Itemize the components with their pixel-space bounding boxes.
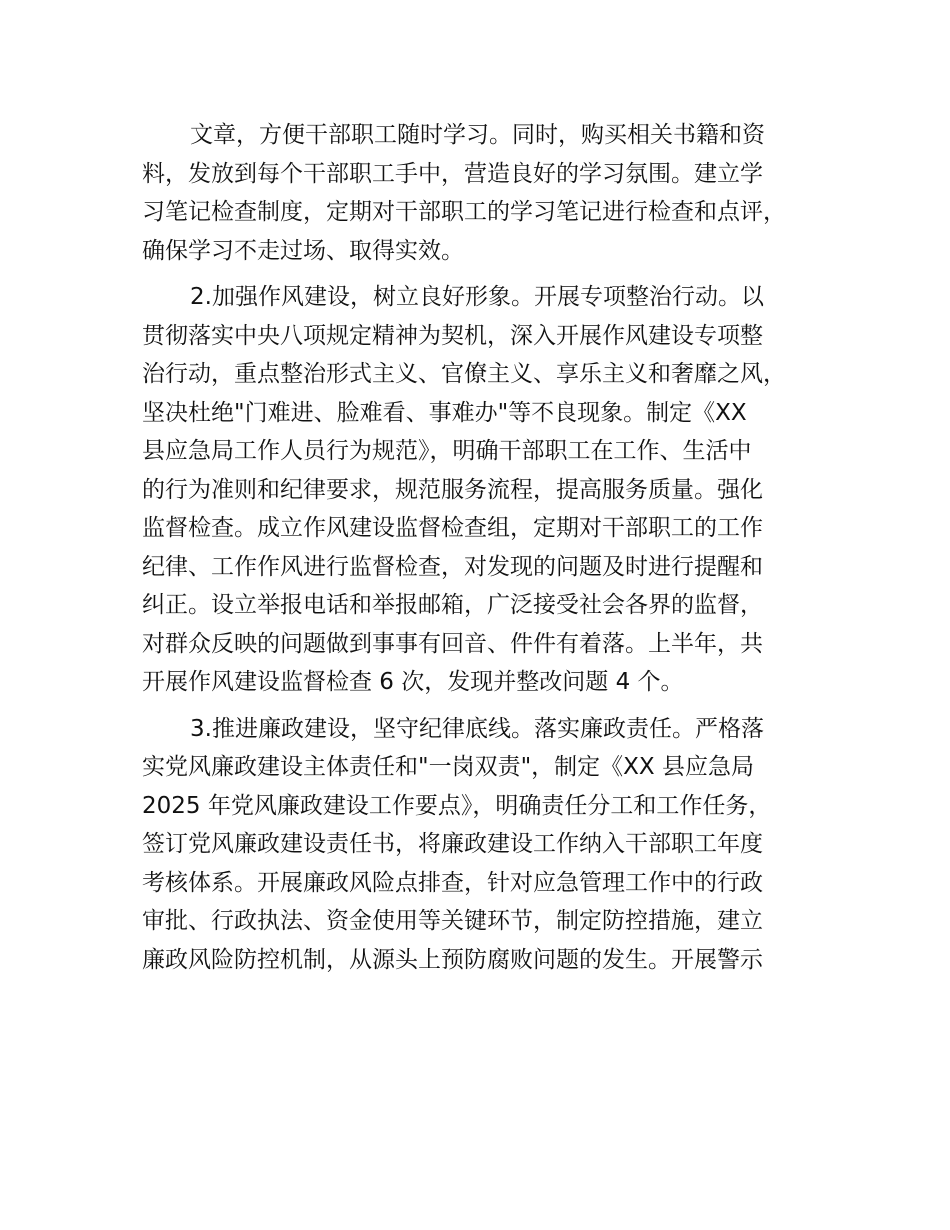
text-line: 的行为准则和纪律要求，规范服务流程，提高服务质量。强化 <box>142 476 763 503</box>
text-line: 确保学习不走过场、取得实效。 <box>142 237 464 264</box>
text-line: 2025 年党风廉政建设工作要点》，明确责任分工和工作任务， <box>142 792 772 819</box>
text-line: 贯彻落实中央八项规定精神为契机，深入开展作风建设专项整 <box>142 322 763 349</box>
text-line: 坚决杜绝"门难进、脸难看、事难办"等不良现象。制定《XX <box>142 399 747 426</box>
text-line: 考核体系。开展廉政风险点排查，针对应急管理工作中的行政 <box>142 869 763 896</box>
text-line: 习笔记检查制度，定期对干部职工的学习笔记进行检查和点评， <box>142 199 786 225</box>
document-body <box>142 116 832 979</box>
text-line: 廉政风险防控机制，从源头上预防腐败问题的发生。开展警示 <box>142 946 763 973</box>
text-line: 监督检查。成立作风建设监督检查组，定期对干部职工的工作 <box>142 515 763 541</box>
text-line: 签订党风廉政建设责任书，将廉政建设工作纳入干部职工年度 <box>142 831 763 857</box>
text-line: 县应急局工作人员行为规范》，明确干部职工在工作、生活中 <box>142 438 752 464</box>
paragraph-integrity <box>142 710 832 980</box>
text-line: 纪律、工作作风进行监督检查，对发现的问题及时进行提醒和 <box>142 553 763 580</box>
paragraph-work-style <box>142 278 832 702</box>
text-line: 对群众反映的问题做到事事有回音、件件有着落。上半年，共 <box>142 630 763 657</box>
text-line: 治行动，重点整治形式主义、官僚主义、享乐主义和奢靡之风， <box>142 361 786 387</box>
text-line: 3.推进廉政建设，坚守纪律底线。落实廉政责任。严格落 <box>190 715 764 742</box>
text-line: 实党风廉政建设主体责任和"一岗双责"，制定《XX 县应急局 <box>142 754 754 780</box>
text-line: 料，发放到每个干部职工手中，营造良好的学习氛围。建立学 <box>142 160 763 187</box>
text-line: 审批、行政执法、资金使用等关键环节，制定防控措施，建立 <box>142 908 763 934</box>
paragraph-study-materials <box>142 116 832 270</box>
text-line: 开展作风建设监督检查 6 次，发现并整改问题 4 个。 <box>142 669 684 695</box>
text-line: 文章，方便干部职工随时学习。同时，购买相关书籍和资 <box>190 122 765 148</box>
text-line: 纠正。设立举报电话和举报邮箱，广泛接受社会各界的监督， <box>142 592 763 618</box>
text-line: 2.加强作风建设，树立良好形象。开展专项整治行动。以 <box>190 284 764 310</box>
